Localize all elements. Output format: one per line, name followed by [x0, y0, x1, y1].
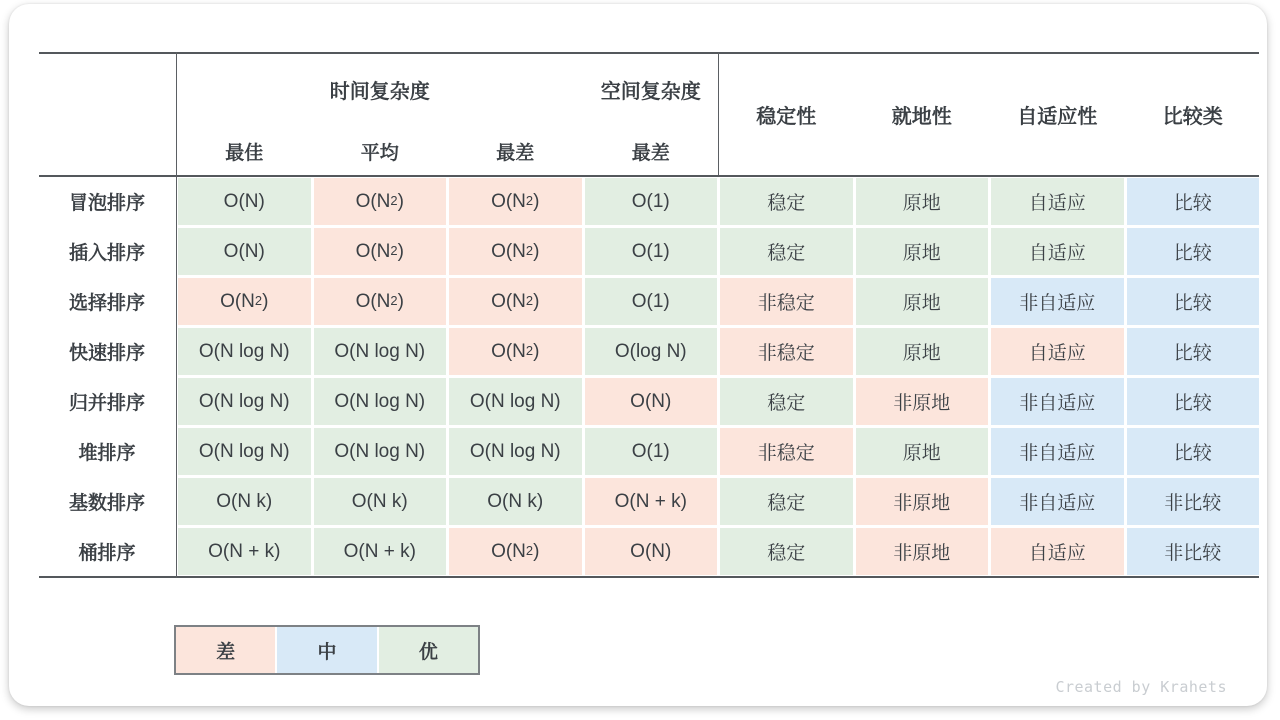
- row-name: 选择排序: [39, 278, 175, 325]
- table-cell: O(N $^2$ ): [449, 178, 582, 225]
- table-cell: 原地: [856, 178, 989, 225]
- table-cell: O(N k): [449, 478, 582, 525]
- row-name: 冒泡排序: [39, 178, 175, 225]
- table-cell: O(N): [178, 178, 311, 225]
- table-header-rule: [39, 175, 1259, 177]
- row-name: 基数排序: [39, 478, 175, 525]
- table-cell: O(1): [585, 278, 718, 325]
- table-cell: 稳定: [720, 478, 853, 525]
- table-cell: 比较: [1127, 178, 1260, 225]
- row-name: 堆排序: [39, 428, 175, 475]
- table-cell: 非自适应: [991, 378, 1124, 425]
- table-cell: O(N log N): [178, 328, 311, 375]
- table-cell: 原地: [856, 328, 989, 375]
- table-bottom-rule: [39, 576, 1259, 578]
- table-cell: 非稳定: [720, 328, 853, 375]
- table-cell: 原地: [856, 428, 989, 475]
- table-cell: 非原地: [856, 478, 989, 525]
- table-cell: 非比较: [1127, 478, 1260, 525]
- table-cell: O(N $^2$ ): [178, 278, 311, 325]
- legend-item-good: 优: [379, 627, 478, 673]
- row-name: 桶排序: [39, 528, 175, 575]
- table-cell: O(N log N): [178, 378, 311, 425]
- content-card: [9, 4, 1267, 706]
- table-cell: O(log N): [585, 328, 718, 375]
- table-cell: 自适应: [991, 328, 1124, 375]
- table-cell: 非自适应: [991, 478, 1124, 525]
- row-name: 归并排序: [39, 378, 175, 425]
- table-cell: O(N): [585, 378, 718, 425]
- table-top-rule: [39, 52, 1259, 54]
- table-cell: 比较: [1127, 228, 1260, 275]
- table-cell: O(N + k): [585, 478, 718, 525]
- table-cell: 原地: [856, 278, 989, 325]
- table-cell: O(N $^2$ ): [314, 228, 447, 275]
- row-name: 快速排序: [39, 328, 175, 375]
- table-cell: O(1): [585, 228, 718, 275]
- table-cell: 非比较: [1127, 528, 1260, 575]
- col-header-best: 最佳: [178, 127, 311, 175]
- table-cell: O(N log N): [449, 378, 582, 425]
- table-cell: O(N log N): [314, 378, 447, 425]
- table-cell: 非稳定: [720, 428, 853, 475]
- table-cell: O(N + k): [314, 528, 447, 575]
- table-cell: O(N $^2$ ): [449, 528, 582, 575]
- table-cell: 非稳定: [720, 278, 853, 325]
- table-name-column-rule: [176, 52, 178, 578]
- row-name: 插入排序: [39, 228, 175, 275]
- col-header-adaptive: 自适应性: [991, 54, 1124, 175]
- table-cell: 非自适应: [991, 428, 1124, 475]
- table-cell: O(N log N): [314, 328, 447, 375]
- table-cell: O(N $^2$ ): [314, 278, 447, 325]
- table-cell: O(N): [178, 228, 311, 275]
- table-cell: 稳定: [720, 378, 853, 425]
- table-grid: [39, 52, 1259, 575]
- col-group-time-complexity: 时间复杂度: [178, 54, 582, 124]
- table-cell: 非原地: [856, 378, 989, 425]
- table-cell: O(N $^2$ ): [449, 228, 582, 275]
- col-header-comparison: 比较类: [1127, 54, 1260, 175]
- legend-item-mid: 中: [277, 627, 376, 673]
- col-header-space-worst: 最差: [585, 127, 718, 175]
- table-cell: 稳定: [720, 178, 853, 225]
- table-cell: 比较: [1127, 278, 1260, 325]
- col-header-in-place: 就地性: [856, 54, 989, 175]
- col-header-worst: 最差: [449, 127, 582, 175]
- table-cell: O(N $^2$ ): [314, 178, 447, 225]
- sorting-algorithms-table: [39, 52, 1259, 578]
- table-cell: 比较: [1127, 378, 1260, 425]
- corner-empty-cell: [39, 54, 175, 175]
- table-cell: 稳定: [720, 528, 853, 575]
- col-group-space-complexity: 空间复杂度: [585, 54, 718, 124]
- table-cell: O(N log N): [449, 428, 582, 475]
- table-cell: O(1): [585, 178, 718, 225]
- table-space-column-rule: [718, 52, 720, 175]
- table-cell: 比较: [1127, 428, 1260, 475]
- table-cell: O(N + k): [178, 528, 311, 575]
- legend: [174, 625, 480, 675]
- table-cell: 自适应: [991, 228, 1124, 275]
- table-cell: 非原地: [856, 528, 989, 575]
- table-cell: O(N $^2$ ): [449, 328, 582, 375]
- col-header-average: 平均: [314, 127, 447, 175]
- table-cell: 非自适应: [991, 278, 1124, 325]
- table-cell: 自适应: [991, 178, 1124, 225]
- col-header-stability: 稳定性: [720, 54, 853, 175]
- table-cell: 自适应: [991, 528, 1124, 575]
- table-cell: 稳定: [720, 228, 853, 275]
- table-cell: O(N $^2$ ): [449, 278, 582, 325]
- table-cell: O(1): [585, 428, 718, 475]
- table-cell: O(N log N): [314, 428, 447, 475]
- legend-item-poor: 差: [176, 627, 275, 673]
- table-cell: O(N k): [178, 478, 311, 525]
- table-cell: O(N log N): [178, 428, 311, 475]
- footer-credit: Created by Krahets: [1055, 678, 1227, 696]
- table-cell: O(N): [585, 528, 718, 575]
- table-cell: 比较: [1127, 328, 1260, 375]
- table-cell: 原地: [856, 228, 989, 275]
- table-cell: O(N k): [314, 478, 447, 525]
